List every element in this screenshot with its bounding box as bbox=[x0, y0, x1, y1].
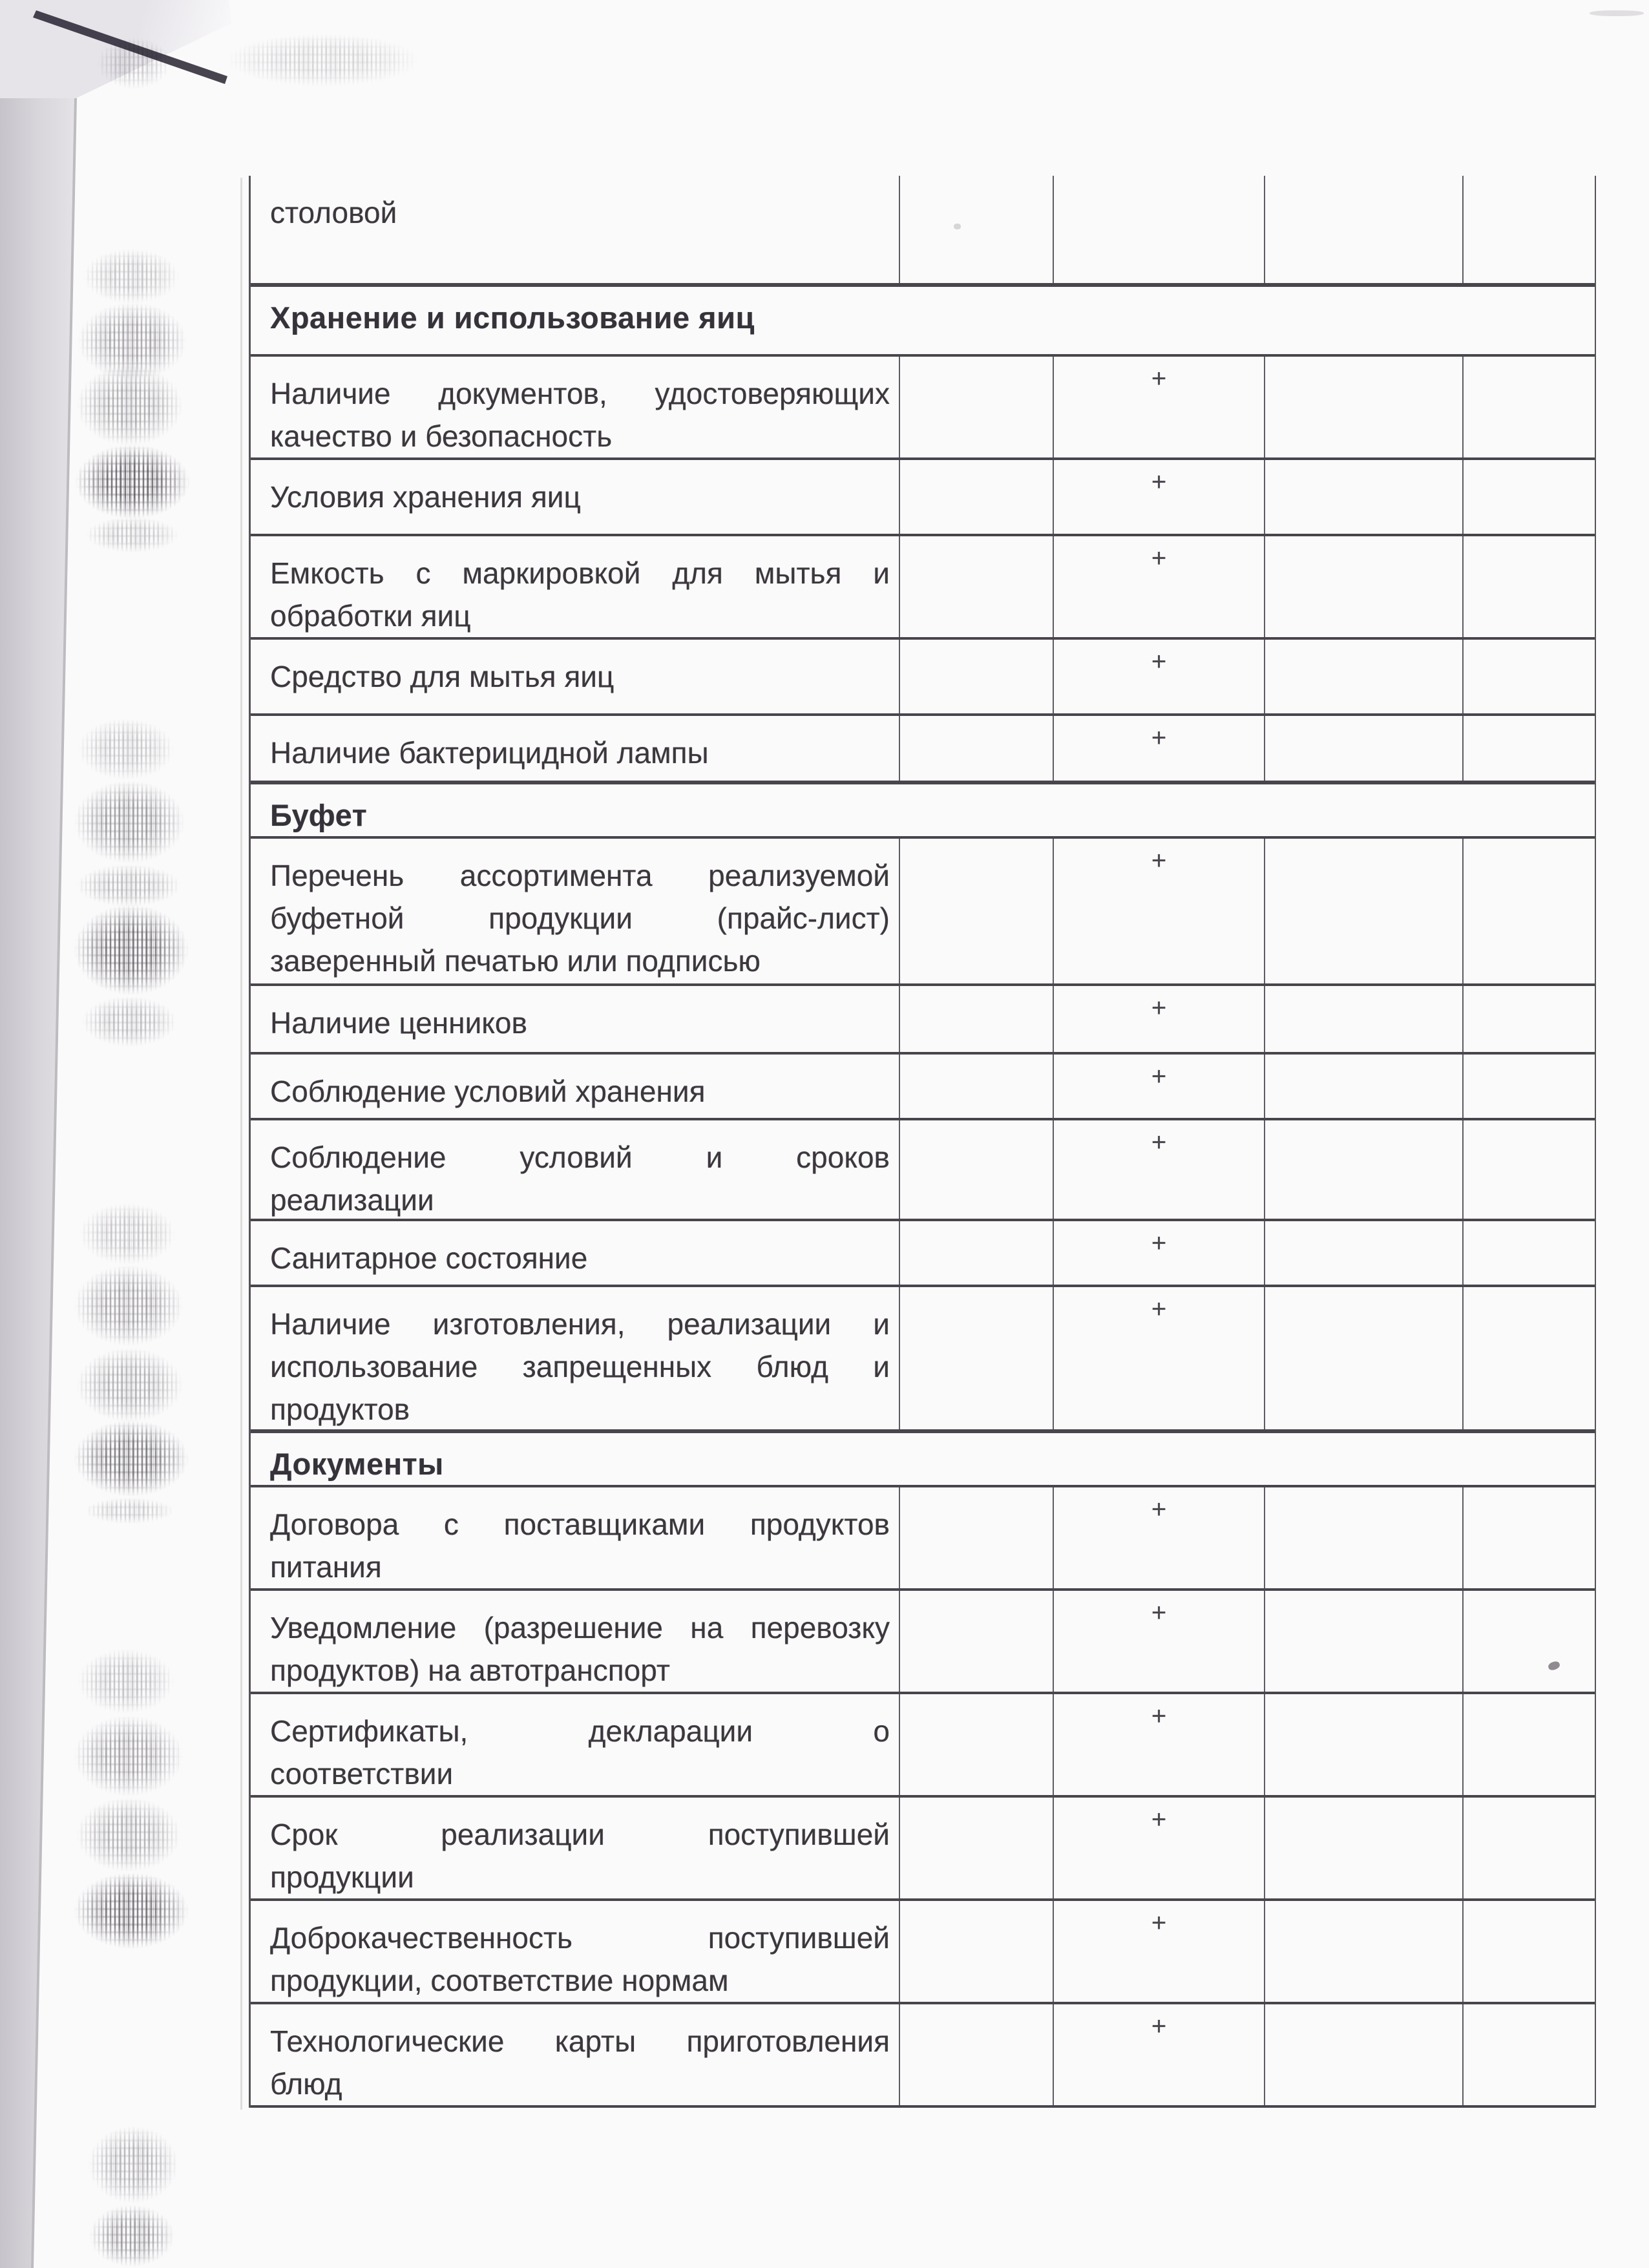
criterion-line: Санитарное состояние bbox=[270, 1241, 588, 1275]
mark-cell-2 bbox=[1053, 1901, 1264, 2002]
criterion-row bbox=[251, 1055, 1595, 1120]
criterion-row bbox=[251, 986, 1595, 1055]
criterion-line: продукции bbox=[270, 1860, 414, 1894]
mark-cell-2 bbox=[1053, 986, 1264, 1052]
scan-streak bbox=[74, 1420, 189, 1496]
mark-cell-4 bbox=[1462, 1487, 1595, 1588]
criterion-line: Соблюдение условий и сроков bbox=[270, 1140, 890, 1174]
scan-streak bbox=[97, 37, 171, 89]
mark-cell-1 bbox=[899, 1287, 1053, 1429]
mark-cell-2 bbox=[1053, 176, 1264, 283]
scan-streak bbox=[89, 2205, 174, 2267]
plus-mark: + bbox=[1151, 544, 1167, 572]
plus-mark: + bbox=[1151, 647, 1167, 676]
criterion-row bbox=[251, 357, 1595, 460]
criterion-cell bbox=[251, 1055, 899, 1118]
plus-mark: + bbox=[1151, 1295, 1167, 1323]
mark-cell-1 bbox=[899, 357, 1053, 457]
criterion-cell bbox=[251, 1901, 899, 2002]
mark-cell-1 bbox=[899, 536, 1053, 637]
plus-mark: + bbox=[1151, 468, 1167, 496]
mark-cell-4 bbox=[1462, 1287, 1595, 1429]
criterion-cell bbox=[251, 716, 899, 781]
criterion-row bbox=[251, 176, 1595, 286]
criterion-row bbox=[251, 1120, 1595, 1221]
scan-streak bbox=[74, 1873, 189, 1949]
mark-cell-3 bbox=[1264, 839, 1462, 983]
mark-cell-3 bbox=[1264, 176, 1462, 283]
criterion-row bbox=[251, 1221, 1595, 1287]
criterion-line: Договора с поставщиками продуктов bbox=[270, 1507, 890, 1541]
plus-mark: + bbox=[1151, 1805, 1167, 1834]
mark-cell-4 bbox=[1462, 640, 1595, 713]
mark-cell-1 bbox=[899, 460, 1053, 534]
criterion-line: Наличие ценников bbox=[270, 1006, 527, 1040]
criterion-row bbox=[251, 536, 1595, 640]
mark-cell-2 bbox=[1053, 1055, 1264, 1118]
criterion-cell bbox=[251, 1798, 899, 1898]
mark-cell-4 bbox=[1462, 1798, 1595, 1898]
mark-cell-3 bbox=[1264, 1901, 1462, 2002]
criterion-cell bbox=[251, 357, 899, 457]
mark-cell-3 bbox=[1264, 1591, 1462, 1692]
criterion-line: Средство для мытья яиц bbox=[270, 660, 614, 693]
mark-cell-4 bbox=[1462, 460, 1595, 534]
plus-mark: + bbox=[1151, 1702, 1167, 1730]
criterion-row bbox=[251, 1487, 1595, 1591]
criterion-line: Наличие изготовления, реализации и bbox=[270, 1307, 890, 1341]
criterion-row bbox=[251, 1591, 1595, 1694]
mark-cell-4 bbox=[1462, 1055, 1595, 1118]
criterion-line: питания bbox=[270, 1550, 382, 1584]
criterion-line: соответствии bbox=[270, 1757, 454, 1790]
mark-cell-3 bbox=[1264, 1221, 1462, 1285]
mark-cell-2 bbox=[1053, 1591, 1264, 1692]
scan-streak bbox=[76, 1348, 183, 1422]
criterion-row bbox=[251, 1798, 1595, 1901]
criterion-line: Доброкачественность поступившей bbox=[270, 1921, 890, 1955]
scan-streak bbox=[76, 1798, 181, 1872]
scan-streak bbox=[74, 1716, 184, 1796]
mark-cell-2 bbox=[1053, 839, 1264, 983]
scan-streak bbox=[76, 865, 181, 907]
mark-cell-1 bbox=[899, 1798, 1053, 1898]
plus-mark: + bbox=[1151, 2012, 1167, 2041]
plus-mark: + bbox=[1151, 1495, 1167, 1524]
mark-cell-3 bbox=[1264, 460, 1462, 534]
mark-cell-2 bbox=[1053, 2004, 1264, 2105]
plus-mark: + bbox=[1151, 364, 1167, 393]
criterion-line: заверенный печатью или подписью bbox=[270, 944, 761, 978]
mark-cell-1 bbox=[899, 176, 1053, 283]
criterion-line: продуктов bbox=[270, 1392, 410, 1426]
criterion-line: Срок реализации поступившей bbox=[270, 1818, 890, 1851]
criterion-row bbox=[251, 2004, 1595, 2108]
mark-cell-4 bbox=[1462, 2004, 1595, 2105]
scan-streak bbox=[75, 445, 190, 519]
criterion-cell bbox=[251, 839, 899, 983]
section-title: Хранение и использование яиц bbox=[270, 300, 755, 335]
mark-cell-2 bbox=[1053, 460, 1264, 534]
section-title: Документы bbox=[270, 1447, 444, 1481]
scan-streak bbox=[83, 249, 180, 304]
section-title: Буфет bbox=[270, 798, 368, 832]
criterion-cell bbox=[251, 1591, 899, 1692]
criterion-line: столовой bbox=[270, 196, 397, 229]
scan-streak bbox=[85, 517, 179, 552]
scan-streak bbox=[81, 996, 177, 1047]
mark-cell-2 bbox=[1053, 1287, 1264, 1429]
mark-cell-1 bbox=[899, 716, 1053, 781]
section-header-row bbox=[251, 286, 1595, 357]
plus-mark: + bbox=[1151, 994, 1167, 1022]
scan-streak bbox=[226, 34, 420, 87]
mark-cell-4 bbox=[1462, 176, 1595, 283]
criterion-cell bbox=[251, 460, 899, 534]
mark-cell-3 bbox=[1264, 1120, 1462, 1219]
mark-cell-3 bbox=[1264, 536, 1462, 637]
mark-cell-1 bbox=[899, 1487, 1053, 1588]
criterion-line: обработки яиц bbox=[270, 599, 471, 633]
criterion-row bbox=[251, 716, 1595, 783]
criterion-cell bbox=[251, 536, 899, 637]
mark-cell-3 bbox=[1264, 357, 1462, 457]
mark-cell-1 bbox=[899, 986, 1053, 1052]
plus-mark: + bbox=[1151, 1062, 1167, 1091]
criterion-line: качество и безопасность bbox=[270, 419, 613, 453]
mark-cell-1 bbox=[899, 1221, 1053, 1285]
scan-streak bbox=[74, 781, 185, 863]
criterion-line: Емкость с маркировкой для мытья и bbox=[270, 556, 890, 590]
mark-cell-3 bbox=[1264, 1055, 1462, 1118]
mark-cell-2 bbox=[1053, 357, 1264, 457]
mark-cell-1 bbox=[899, 1694, 1053, 1795]
mark-cell-3 bbox=[1264, 1694, 1462, 1795]
mark-cell-4 bbox=[1462, 839, 1595, 983]
scanner-streak-line bbox=[240, 178, 242, 2110]
criterion-line: Уведомление (разрешение на перевозку bbox=[270, 1611, 890, 1644]
criterion-cell bbox=[251, 176, 899, 283]
mark-cell-1 bbox=[899, 1901, 1053, 2002]
mark-cell-2 bbox=[1053, 1221, 1264, 1285]
criterion-cell bbox=[251, 1694, 899, 1795]
scan-streak bbox=[79, 1203, 176, 1265]
mark-cell-3 bbox=[1264, 716, 1462, 781]
mark-cell-3 bbox=[1264, 986, 1462, 1052]
plus-mark: + bbox=[1151, 846, 1167, 875]
criterion-line: Перечень ассортимента реализуемой bbox=[270, 859, 890, 892]
plus-mark: + bbox=[1151, 1128, 1167, 1157]
mark-cell-1 bbox=[899, 2004, 1053, 2105]
mark-cell-2 bbox=[1053, 1120, 1264, 1219]
criterion-row bbox=[251, 1287, 1595, 1432]
mark-cell-1 bbox=[899, 1591, 1053, 1692]
criterion-cell bbox=[251, 1287, 899, 1429]
mark-cell-2 bbox=[1053, 1798, 1264, 1898]
criterion-line: блюд bbox=[270, 2067, 342, 2101]
scan-streak bbox=[74, 905, 189, 995]
mark-cell-1 bbox=[899, 839, 1053, 983]
mark-cell-3 bbox=[1264, 1487, 1462, 1588]
mark-cell-3 bbox=[1264, 1798, 1462, 1898]
criterion-cell bbox=[251, 640, 899, 713]
criterion-line: Соблюдение условий хранения bbox=[270, 1075, 706, 1108]
mark-cell-4 bbox=[1462, 1221, 1595, 1285]
criterion-line: продуктов) на автотранспорт bbox=[270, 1654, 670, 1687]
mark-cell-3 bbox=[1264, 1287, 1462, 1429]
criterion-row bbox=[251, 1694, 1595, 1798]
criterion-line: использование запрещенных блюд и bbox=[270, 1350, 890, 1383]
scan-streak bbox=[74, 1265, 184, 1346]
plus-mark: + bbox=[1151, 1229, 1167, 1257]
criterion-line: Сертификаты, декларации о bbox=[270, 1714, 890, 1748]
mark-cell-2 bbox=[1053, 1694, 1264, 1795]
mark-cell-4 bbox=[1462, 1901, 1595, 2002]
criterion-line: Условия хранения яиц bbox=[270, 480, 581, 514]
checklist-table bbox=[249, 176, 1596, 2108]
mark-cell-3 bbox=[1264, 640, 1462, 713]
mark-cell-3 bbox=[1264, 2004, 1462, 2105]
criterion-cell bbox=[251, 1120, 899, 1219]
criterion-line: Наличие документов, удостоверяющих bbox=[270, 377, 890, 410]
plus-mark: + bbox=[1151, 724, 1167, 752]
criterion-line: Технологические карты приготовления bbox=[270, 2024, 890, 2058]
scan-streak bbox=[78, 719, 174, 780]
criterion-row bbox=[251, 460, 1595, 536]
mark-cell-2 bbox=[1053, 716, 1264, 781]
criterion-row bbox=[251, 640, 1595, 716]
mark-cell-1 bbox=[899, 1120, 1053, 1219]
mark-cell-4 bbox=[1462, 1694, 1595, 1795]
criterion-cell bbox=[251, 1221, 899, 1285]
criterion-line: буфетной продукции (прайс-лист) bbox=[270, 901, 890, 935]
mark-cell-2 bbox=[1053, 640, 1264, 713]
mark-cell-4 bbox=[1462, 1591, 1595, 1692]
mark-cell-1 bbox=[899, 1055, 1053, 1118]
scan-streak bbox=[88, 2126, 178, 2203]
section-header-row bbox=[251, 783, 1595, 839]
mark-cell-4 bbox=[1462, 357, 1595, 457]
criterion-cell bbox=[251, 986, 899, 1052]
mark-cell-4 bbox=[1462, 536, 1595, 637]
section-header-row bbox=[251, 1432, 1595, 1487]
criterion-row bbox=[251, 1901, 1595, 2004]
plus-mark: + bbox=[1151, 1909, 1167, 1937]
criterion-row bbox=[251, 839, 1595, 986]
scan-streak bbox=[78, 1649, 174, 1714]
mark-cell-4 bbox=[1462, 986, 1595, 1052]
criterion-line: Наличие бактерицидной лампы bbox=[270, 736, 709, 770]
scan-speck bbox=[1590, 10, 1644, 16]
scanner-bed-band bbox=[0, 0, 85, 2268]
scan-streak bbox=[76, 365, 183, 446]
mark-cell-4 bbox=[1462, 716, 1595, 781]
mark-cell-2 bbox=[1053, 1487, 1264, 1588]
mark-cell-1 bbox=[899, 640, 1053, 713]
plus-mark: + bbox=[1151, 1599, 1167, 1627]
mark-cell-4 bbox=[1462, 1120, 1595, 1219]
mark-cell-2 bbox=[1053, 536, 1264, 637]
criterion-cell bbox=[251, 1487, 899, 1588]
criterion-line: реализации bbox=[270, 1183, 434, 1217]
scan-streak bbox=[84, 1498, 174, 1524]
criterion-cell bbox=[251, 2004, 899, 2105]
criterion-line: продукции, соответствие нормам bbox=[270, 1964, 729, 1997]
